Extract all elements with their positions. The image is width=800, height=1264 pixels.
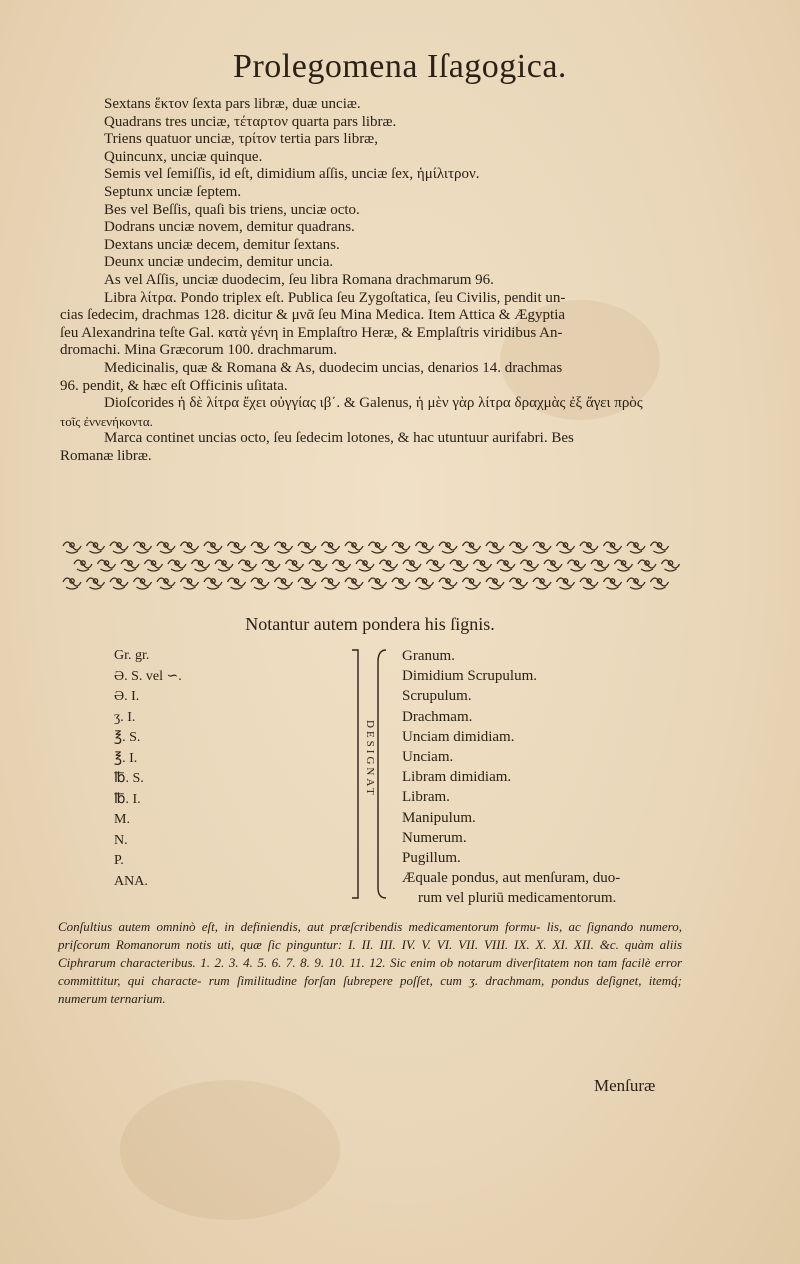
text-line: Marca continet uncias octo, ſeu ſedecim lotones, & hac utuntuur aurifabri. Bes <box>104 430 574 447</box>
weight-symbol: ANA. <box>114 873 148 889</box>
text-line: ſeu Alexandrina teſte Gal. κατὰ γένη in Emplaſtro Heræ, & Emplaſtris viridibus An- <box>60 324 563 341</box>
weight-symbol: M. <box>114 812 130 827</box>
text-line: Dextans unciæ decem, demitur ſextans. <box>104 236 340 253</box>
text-line: Deunx unciæ undecim, demitur uncia. <box>104 254 334 271</box>
right-bracket <box>372 648 388 900</box>
weight-meaning: Manipulum. <box>402 809 476 826</box>
text-line: 96. pendit, & hæc eſt Officinis uſitata. <box>60 377 288 394</box>
body-text <box>60 96 684 465</box>
page-title: Prolegomena Iſagogica. <box>233 48 567 85</box>
weight-symbol: Gr. gr. <box>114 648 150 663</box>
text-line: Quincunx, unciæ quinque. <box>104 148 263 165</box>
ornamental-divider <box>60 528 680 600</box>
weight-meaning: Æquale pondus, aut menſuram, duo- <box>402 870 621 887</box>
text-line: Semis vel ſemiſſis, id eſt, dimidium aſſis, unciæ ſex, ἡμίλιτρον. <box>104 166 480 183</box>
text-line: As vel Aſſis, unciæ duodecim, ſeu libra Romana drachmarum 96. <box>104 271 494 288</box>
weight-symbol: P. <box>114 853 124 868</box>
weight-symbol: Ə. S. vel ∽. <box>114 668 182 684</box>
weight-meaning: Libram. <box>402 789 450 806</box>
weight-symbol: Ə. I. <box>114 689 140 704</box>
weight-meaning: Libram dimidiam. <box>402 769 512 786</box>
text-line: τοῖς ἐννενήκοντα. <box>60 413 153 429</box>
text-line: Bes vel Beſſis, quaſi bis triens, unciæ octo. <box>104 201 360 218</box>
weight-symbol: ʒ. I. <box>114 709 136 725</box>
text-line: Dioſcorides ἡ δὲ λίτρα ἔχει οὐγγίας ιβ΄. & Galenus, ἡ μὲν γὰρ λίτρα δραχμὰς ἐξ ἄγει πρὸς <box>104 395 643 412</box>
text-line: Romanæ libræ. <box>60 447 152 464</box>
weight-meaning: Numerum. <box>402 829 467 846</box>
paper-stain <box>120 1080 340 1220</box>
weight-symbol: ℔. S. <box>114 771 144 786</box>
weight-meaning: Dimidium Scrupulum. <box>402 668 537 685</box>
weight-meaning: Scrupulum. <box>402 688 472 705</box>
weight-symbol: ℥. S. <box>114 730 141 745</box>
text-line: Septunx unciæ ſeptem. <box>104 183 242 200</box>
weight-meaning: Unciam dimidiam. <box>402 728 515 745</box>
text-line: dromachi. Mina Græcorum 100. drachmarum. <box>60 342 338 359</box>
text-line: Medicinalis, quæ & Romana & As, duodecim uncias, denarios 14. drachmas <box>104 359 563 376</box>
text-line: cias ſedecim, drachmas 128. dicitur & μνᾶ ſeu Mina Medica. Item Attica & Ægyptia <box>60 307 566 324</box>
text-line: Libra λίτρα. Pondo triplex eſt. Publica ſeu Zygoſtatica, ſeu Civilis, pendit un- <box>104 289 566 306</box>
meaning-column <box>402 646 692 908</box>
weight-meaning: Pugillum. <box>402 849 461 866</box>
designat-label: DESIGNAT <box>364 720 376 798</box>
text-line: Dodrans unciæ novem, demitur quadrans. <box>104 219 355 236</box>
symbol-column <box>114 646 234 892</box>
text-line: Triens quatuor unciæ, τρίτον tertia pars libræ, <box>104 131 378 148</box>
catchword: Menſuræ <box>594 1076 656 1095</box>
weight-meaning: Unciam. <box>402 748 454 765</box>
weight-meaning: rum vel pluriū medicamentorum. <box>418 890 617 907</box>
text-line: Quadrans tres unciæ, τέταρτον quarta pars libræ. <box>104 113 397 130</box>
weight-meaning: Granum. <box>402 648 455 664</box>
signs-heading: Notantur autem pondera his ſignis. <box>245 614 495 634</box>
weight-symbol: N. <box>114 832 128 848</box>
weight-symbol: ℔. I. <box>114 791 141 807</box>
weight-meaning: Drachmam. <box>402 708 473 725</box>
italic-note: Conſultius autem omninò eſt, in definiendis, aut præſcribendis medicamentorum formu- lis, ac ſignando numero, priſcorum Romanorum notis uti, quæ ſic pinguntur: I. II. III. IV. V. VI. VII. VIII. IX. X. XI. XII. &c. quàm aliis Ciphrarum characteribus. 1. 2. 3. 4. 5. 6. 7. 8. 9. 10. 11. 12. Sic enim ob notarum diverſitatem non tam facilè error committitur, qui characte- rum ſimilitudine forſan ſubrepere poſſet, cum ʒ. drachmam, pondus deſignet, itemq́; numerum ternarium. <box>58 919 682 1006</box>
text-line: Sextans ἕκτον ſexta pars libræ, duæ unciæ. <box>104 96 361 112</box>
weight-symbol: ℥. I. <box>114 750 138 766</box>
